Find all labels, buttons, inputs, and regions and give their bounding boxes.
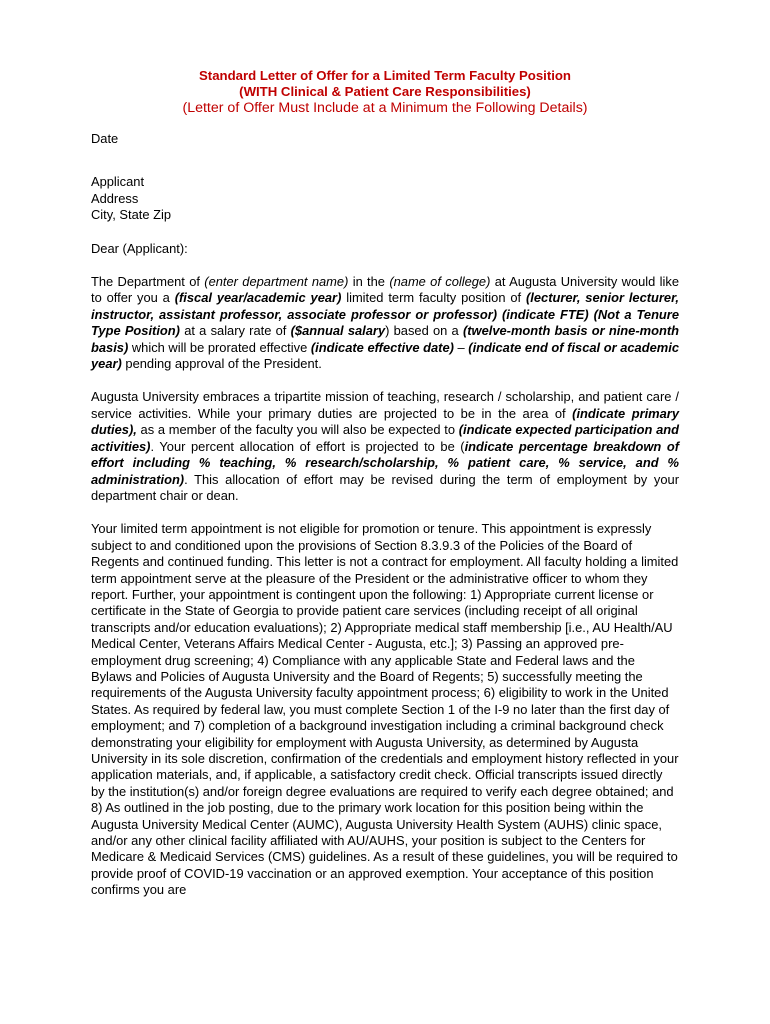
paragraph-text: . Your percent allocation of effort is projected to be ( [150, 438, 465, 454]
emphasized-text: indicate percentage breakdown of effort including % teaching, % research/scholarship, % patient care, % service, and % administration) [91, 438, 679, 487]
paragraph-text: in the [348, 274, 390, 290]
emphasized-text: (enter department name) [204, 274, 349, 290]
paragraph-text: – [453, 339, 469, 355]
address-line: City, State Zip [91, 207, 171, 223]
title-line-1: Standard Letter of Offer for a Limited Term Faculty Position [199, 68, 571, 83]
paragraph-text: pending approval of the President. [121, 356, 322, 372]
paragraph-text: ) based on a [385, 323, 463, 339]
emphasized-text: (twelve-month basis or nine-month basis) [91, 323, 680, 355]
paragraph-text: limited term faculty position of [341, 290, 526, 306]
address-line: Address [91, 190, 139, 206]
emphasized-text: (indicate expected participation and activities) [91, 422, 679, 454]
emphasized-text: ($annual salary [290, 323, 386, 339]
paragraph-text: at Augusta University would like to offer you a [91, 274, 679, 306]
paragraph-text: Augusta University embraces a tripartite mission of teaching, research / scholarship, and patient care / service activities. While your primary duties are projected to be in the area of [91, 389, 679, 421]
mission-paragraph [91, 389, 679, 504]
applicant-address [91, 174, 679, 223]
title-line-2: (WITH Clinical & Patient Care Responsibilities) [239, 84, 531, 99]
emphasized-text: (name of college) [389, 274, 491, 290]
emphasized-text: (fiscal year/academic year) [174, 290, 342, 306]
title-line-3: (Letter of Offer Must Include at a Minimum the Following Details) [182, 100, 588, 116]
address-line: Applicant [91, 174, 145, 190]
letter-heading [0, 68, 770, 117]
paragraph-text: . This allocation of effort may be revised during the term of employment by your department chair or dean. [91, 471, 679, 503]
paragraph-text: which will be prorated effective [128, 339, 311, 355]
emphasized-text: (indicate end of fiscal or academic year) [91, 339, 679, 372]
emphasized-text: (lecturer, senior lecturer, instructor, assistant professor, associate professor or professor) (indicate FTE) (Not a Tenure Type Position) [91, 290, 679, 339]
date-line: Date [91, 131, 119, 146]
paragraph-text: as a member of the faculty you will also be expected to [136, 422, 459, 438]
letter-body [91, 131, 679, 899]
paragraph-text: The Department of [91, 274, 205, 290]
emphasized-text: (indicate primary duties), [91, 405, 679, 438]
emphasized-text: (indicate effective date) [310, 339, 454, 355]
appointment-paragraph: Your limited term appointment is not eligible for promotion or tenure. This appointment is expressly subject to and conditioned upon the provisions of Section 8.3.9.3 of the Policies of the Board of Regents and continued funding. This letter is not a contract for employment. All faculty holding a limited term appointment serve at the pleasure of the President or the administrative officer to whom they report. Further, your appointment is contingent upon the following: 1) Appropriate current license or certificate in the State of Georgia to provide patient care services (including receipt of all original transcripts and/or education evaluations); 2) Appropriate medical staff membership [i.e., AU Health/AU Medical Center, Veterans Affairs Medical Center - Augusta, etc.]; 3) Passing an approved pre-employment drug screening; 4) Compliance with any applicable State and Federal laws and the Bylaws and Policies of Augusta University and the Board of Regents; 5) successfully meeting the requirements of the Augusta University faculty appointment process; 6) eligibility to work in the United States. As required by federal law, you must complete Section 1 of the I-9 no later than the first day of employment; and 7) completion of a background investigation including a criminal background check demonstrating your eligibility for employment with Augusta University, as determined by Augusta University in its sole discretion, confirmation of the credentials and employment history reflected in your application materials, and, if applicable, a satisfactory credit check. Official transcripts issued directly by the institution(s) and/or foreign degree evaluations are required to verify each degree obtained; and 8) As outlined in the job posting, due to the primary work location for this position being within the Augusta University Medical Center (AUMC), Augusta University Health System (AUHS) clinic space, and/or any other clinical facility affiliated with AU/AUHS, your position is subject to the Centers for Medicare & Medicaid Services (CMS) guidelines. As a result of these guidelines, you will be required to provide proof of COVID-19 vaccination or an approved exemption. Your acceptance of this position confirms you are [91, 521, 679, 898]
offer-paragraph [91, 274, 679, 372]
paragraph-text: at a salary rate of [179, 323, 291, 339]
salutation: Dear (Applicant): [91, 240, 188, 256]
